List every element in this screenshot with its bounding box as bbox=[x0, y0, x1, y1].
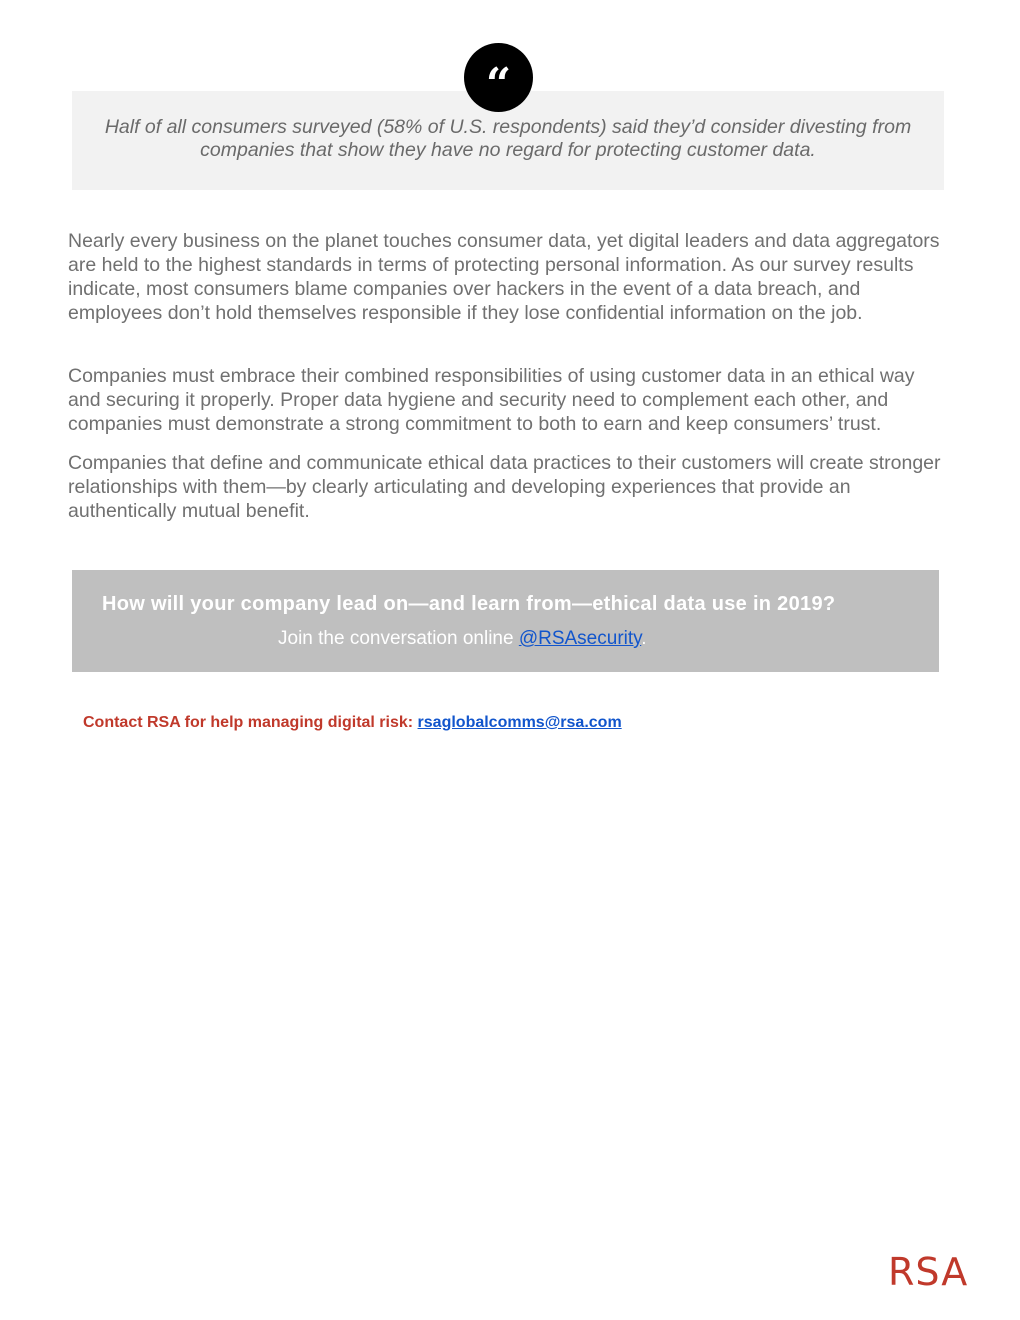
quote-mark-icon: “ bbox=[464, 43, 533, 112]
cta-sub-prefix: Join the conversation online bbox=[278, 628, 519, 649]
body-paragraph-2: Companies must embrace their combined responsibilities of using customer data in an ethical way and securing it properly. Proper data hygiene and security need to complement each other, and companies must demonstrate a strong commitment to both to earn and keep consumers’ trust. bbox=[68, 365, 915, 435]
contact-label: Contact RSA for help managing digital risk: bbox=[83, 714, 418, 731]
contact-line bbox=[83, 713, 622, 733]
cta-heading: How will your company lead on—and learn from—ethical data use in 2019? bbox=[102, 593, 836, 615]
cta-sub-suffix: . bbox=[641, 628, 647, 649]
call-to-action-box bbox=[72, 570, 939, 672]
rsa-logo: RSA bbox=[888, 1250, 969, 1294]
pull-quote-text: Half of all consumers surveyed (58% of U.S. respondents) said they’d consider divesting from companies that show they have no regard for protecting customer data. bbox=[104, 116, 912, 161]
cta-subtext bbox=[278, 627, 647, 651]
body-paragraph-3: Companies that define and communicate ethical data practices to their customers will create stronger relationships with them—by clearly articulating and developing experiences that provide an authentically mutual benefit. bbox=[68, 452, 941, 522]
contact-email-link[interactable]: rsaglobalcomms@rsa.com bbox=[417, 714, 622, 731]
rsasecurity-link[interactable]: @RSAsecurity bbox=[518, 628, 642, 649]
body-paragraph-1: Nearly every business on the planet touches consumer data, yet digital leaders and data aggregators are held to the highest standards in terms of protecting personal information. As our survey results indicate, most consumers blame companies over hackers in the event of a data breach, and employees don’t hold themselves responsible if they lose confidential information on the job. bbox=[68, 230, 940, 324]
